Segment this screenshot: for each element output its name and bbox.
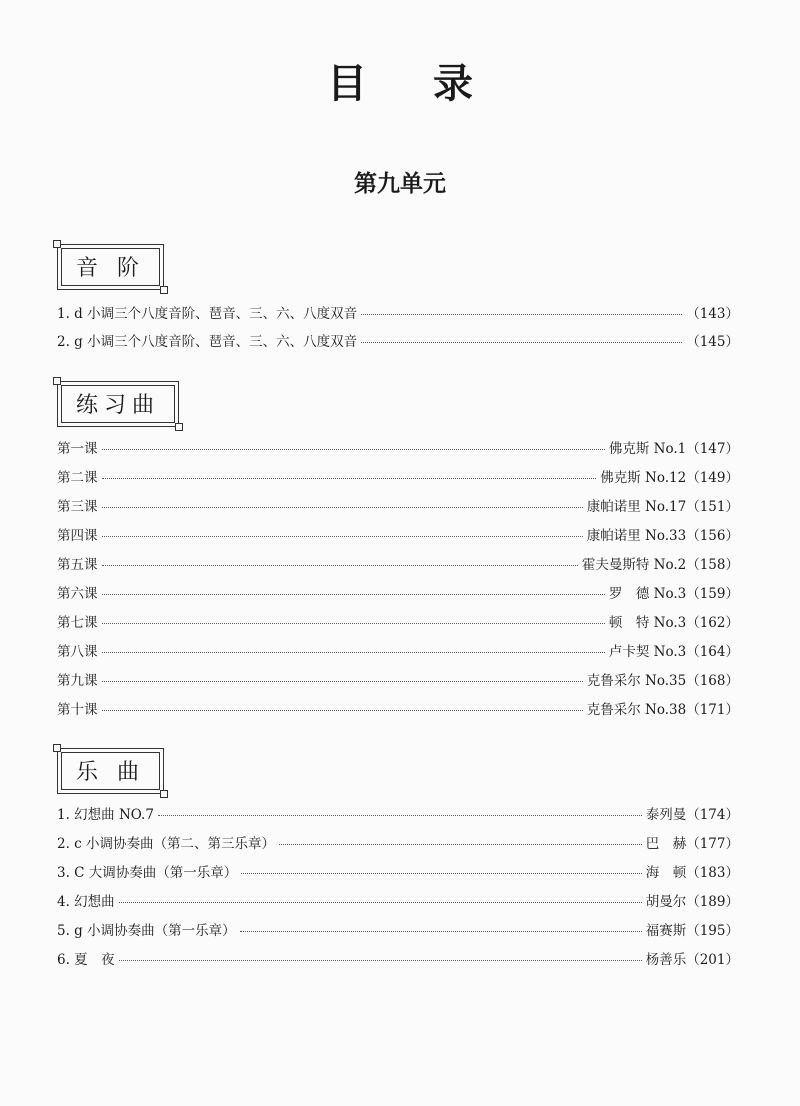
toc-page: （143）: [686, 306, 739, 322]
toc-page: （156）: [686, 528, 739, 544]
dot-leader: [102, 681, 583, 682]
section-heading-label: 音 阶: [61, 248, 160, 286]
toc-author: 佛克斯 No.12: [600, 470, 687, 486]
toc-row[interactable]: [57, 302, 739, 324]
section-heading-label: 练习曲: [61, 385, 175, 423]
toc-author: 胡曼尔: [645, 894, 687, 910]
toc-label: 第一课: [57, 441, 98, 457]
section-heading-scales: [57, 244, 164, 290]
toc-author: 克鲁采尔 No.35: [586, 673, 687, 689]
toc-label: 第三课: [57, 499, 98, 515]
dot-leader: [102, 652, 605, 653]
toc-label: 2. c 小调协奏曲（第二、第三乐章）: [57, 836, 276, 852]
toc-page: （171）: [686, 702, 739, 718]
dot-leader: [158, 815, 642, 816]
toc-author: 海 顿: [645, 865, 687, 881]
toc-page: （201）: [686, 952, 739, 968]
toc-label: 第九课: [57, 673, 98, 689]
toc-row[interactable]: [57, 495, 739, 517]
dot-leader: [102, 478, 597, 479]
dot-leader: [119, 902, 642, 903]
toc-row[interactable]: [57, 890, 739, 912]
toc-row[interactable]: [57, 919, 739, 941]
toc-author: 杨善乐: [645, 952, 687, 968]
toc-row[interactable]: [57, 330, 739, 352]
toc-label: 第六课: [57, 586, 98, 602]
toc-label: 第五课: [57, 557, 98, 573]
toc-label: 1. 幻想曲 NO.7: [57, 807, 154, 823]
toc-label: 第八课: [57, 644, 98, 660]
toc-page: （151）: [686, 499, 739, 515]
toc-row[interactable]: [57, 582, 739, 604]
toc-page: （147）: [686, 441, 739, 457]
toc-row[interactable]: [57, 553, 739, 575]
toc-row[interactable]: [57, 640, 739, 662]
toc-row[interactable]: [57, 466, 739, 488]
toc-row[interactable]: [57, 698, 739, 720]
toc-author: 罗 德 No.3: [608, 586, 687, 602]
dot-leader: [102, 594, 605, 595]
section-heading-etudes: [57, 381, 179, 427]
toc-row[interactable]: [57, 524, 739, 546]
toc-page: （174）: [686, 807, 739, 823]
unit-title: 第九单元: [354, 171, 446, 197]
toc-label: 2. g 小调三个八度音阶、琶音、三、六、八度双音: [57, 334, 358, 350]
toc-page: （195）: [686, 923, 739, 939]
toc-page: （168）: [686, 673, 739, 689]
toc-row[interactable]: [57, 437, 739, 459]
toc-author: 康帕诺里 No.33: [586, 528, 687, 544]
dot-leader: [279, 844, 642, 845]
toc-label: 第二课: [57, 470, 98, 486]
dot-leader: [240, 931, 642, 932]
toc-row[interactable]: [57, 669, 739, 691]
toc-row[interactable]: [57, 948, 739, 970]
dot-leader: [241, 873, 641, 874]
dot-leader: [102, 623, 605, 624]
dot-leader: [361, 314, 682, 315]
toc-row[interactable]: [57, 803, 739, 825]
toc-page: （189）: [686, 894, 739, 910]
toc-page: （159）: [686, 586, 739, 602]
dot-leader: [102, 536, 583, 537]
toc-page: （183）: [686, 865, 739, 881]
dot-leader: [102, 710, 583, 711]
toc-label: 第七课: [57, 615, 98, 631]
toc-page: （162）: [686, 615, 739, 631]
toc-label: 6. 夏 夜: [57, 952, 115, 968]
toc-page: （145）: [686, 334, 739, 350]
dot-leader: [119, 960, 642, 961]
toc-label: 1. d 小调三个八度音阶、琶音、三、六、八度双音: [57, 306, 358, 322]
toc-author: 泰列曼: [645, 807, 687, 823]
toc-author: 顿 特 No.3: [608, 615, 687, 631]
toc-page: （164）: [686, 644, 739, 660]
dot-leader: [102, 565, 578, 566]
toc-author: 霍夫曼斯特 No.2: [581, 557, 687, 573]
toc-row[interactable]: [57, 861, 739, 883]
toc-row[interactable]: [57, 611, 739, 633]
toc-author: 卢卡契 No.3: [608, 644, 687, 660]
dot-leader: [102, 507, 583, 508]
toc-row[interactable]: [57, 832, 739, 854]
toc-label: 4. 幻想曲: [57, 894, 115, 910]
section-heading-label: 乐 曲: [61, 752, 160, 790]
toc-author: 康帕诺里 No.17: [586, 499, 687, 515]
toc-author: 克鲁采尔 No.38: [586, 702, 687, 718]
toc-author: 佛克斯 No.1: [608, 441, 687, 457]
toc-label: 第十课: [57, 702, 98, 718]
page-title: 目 录: [327, 61, 499, 107]
toc-label: 5. g 小调协奏曲（第一乐章）: [57, 923, 236, 939]
dot-leader: [102, 449, 605, 450]
toc-author: 巴 赫: [645, 836, 687, 852]
toc-label: 第四课: [57, 528, 98, 544]
toc-author: 福赛斯: [645, 923, 687, 939]
toc-label: 3. C 大调协奏曲（第一乐章）: [57, 865, 238, 881]
dot-leader: [361, 342, 682, 343]
toc-page: （149）: [686, 470, 739, 486]
section-heading-pieces: [57, 748, 164, 794]
toc-page: （158）: [686, 557, 739, 573]
toc-page: （177）: [686, 836, 739, 852]
